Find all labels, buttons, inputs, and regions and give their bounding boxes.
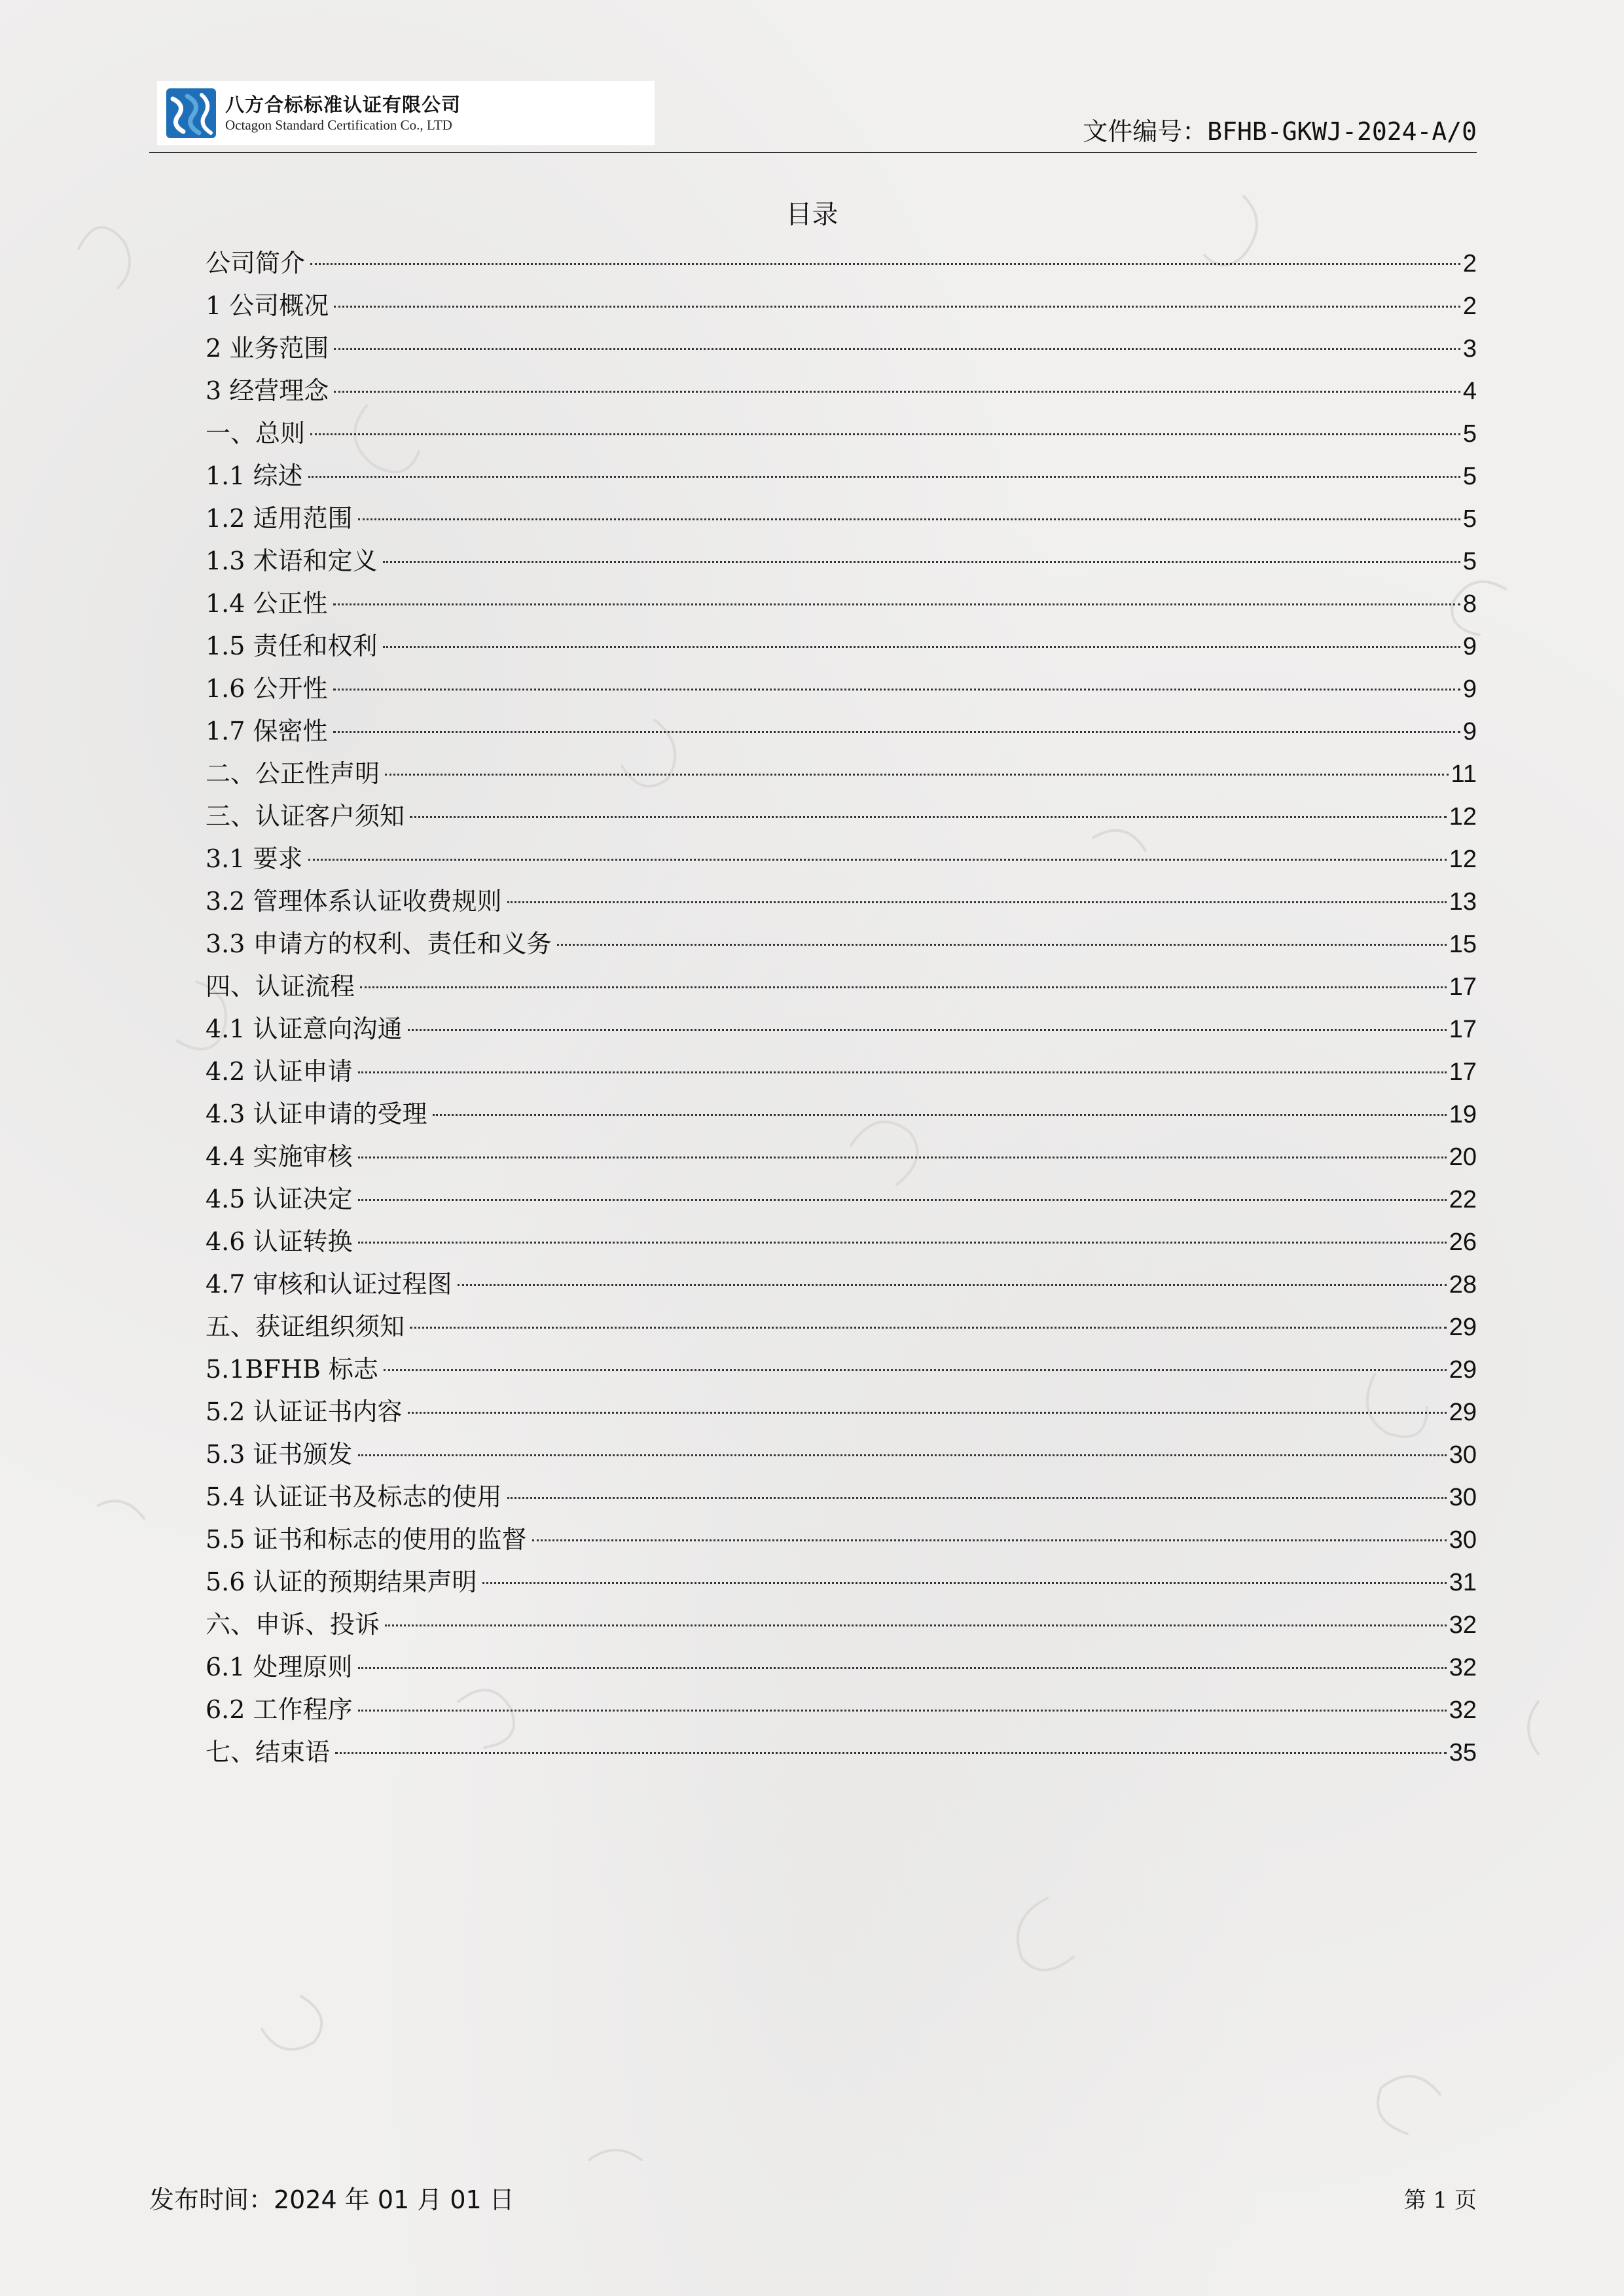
toc-entry-label: 1.5 责任和权利 — [206, 632, 378, 660]
toc-entry[interactable] — [206, 455, 1477, 497]
toc-entry-page: 31 — [1449, 1569, 1477, 1596]
toc-entry-label: 三、认证客户须知 — [206, 802, 405, 831]
toc-entry[interactable] — [206, 1731, 1477, 1774]
toc-dot-leader — [383, 561, 1460, 563]
toc-entry[interactable] — [206, 285, 1477, 327]
toc-entry-label: 6.1 处理原则 — [206, 1653, 353, 1681]
toc-dot-leader — [335, 1752, 1447, 1754]
toc-entry[interactable] — [206, 795, 1477, 838]
toc-entry-label: 4.6 认证转换 — [206, 1227, 353, 1256]
toc-dot-leader — [408, 1412, 1447, 1414]
toc-entry-label: 5.1BFHB 标志 — [206, 1355, 378, 1384]
toc-dot-leader — [358, 1199, 1447, 1201]
toc-entry[interactable] — [206, 412, 1477, 455]
toc-dot-leader — [358, 1667, 1447, 1669]
toc-entry-label: 1.2 适用范围 — [206, 504, 353, 533]
toc-entry[interactable] — [206, 1348, 1477, 1391]
toc-dot-leader — [333, 603, 1460, 605]
toc-entry[interactable] — [206, 327, 1477, 370]
toc-dot-leader — [383, 646, 1460, 648]
toc-entry-label: 5.5 证书和标志的使用的监督 — [206, 1525, 527, 1554]
toc-dot-leader — [358, 1710, 1447, 1712]
toc-entry-page: 5 — [1462, 463, 1477, 490]
toc-entry[interactable] — [206, 583, 1477, 625]
toc-entry-page: 8 — [1462, 590, 1477, 618]
toc-entry-page: 29 — [1449, 1356, 1477, 1384]
toc-entry[interactable] — [206, 1689, 1477, 1731]
toc-entry-label: 1.3 术语和定义 — [206, 547, 378, 575]
toc-entry-page: 17 — [1449, 1016, 1477, 1043]
toc-entry-page: 5 — [1462, 420, 1477, 448]
toc-entry-page: 11 — [1451, 761, 1477, 788]
toc-entry[interactable] — [206, 1604, 1477, 1646]
toc-dot-leader — [358, 518, 1460, 520]
toc-entry-page: 26 — [1449, 1229, 1477, 1256]
toc-entry[interactable] — [206, 1050, 1477, 1093]
toc-dot-leader — [385, 774, 1449, 776]
toc-dot-leader — [334, 391, 1460, 393]
toc-dot-leader — [358, 1157, 1447, 1158]
toc-entry-page: 15 — [1449, 931, 1477, 958]
toc-entry-page: 12 — [1449, 803, 1477, 831]
toc-entry-label: 3.3 申请方的权利、责任和义务 — [206, 929, 552, 958]
toc-entry-label: 4.2 认证申请 — [206, 1057, 353, 1086]
toc-entry-page: 29 — [1449, 1314, 1477, 1341]
toc-entry-label: 4.4 实施审核 — [206, 1142, 353, 1171]
toc-entry-page: 28 — [1449, 1271, 1477, 1299]
toc-entry-label: 七、结束语 — [206, 1738, 331, 1767]
toc-dot-leader — [507, 1497, 1447, 1499]
toc-entry-page: 9 — [1462, 633, 1477, 660]
toc-entry-label: 二、公正性声明 — [206, 759, 380, 788]
toc-entry-page: 13 — [1449, 888, 1477, 916]
toc-entry[interactable] — [206, 753, 1477, 795]
toc-entry-page: 32 — [1449, 1654, 1477, 1681]
toc-entry[interactable] — [206, 965, 1477, 1008]
toc-entry-page: 32 — [1449, 1611, 1477, 1639]
table-of-contents — [206, 242, 1477, 1774]
toc-entry-label: 5.3 证书颁发 — [206, 1440, 353, 1469]
toc-dot-leader — [482, 1582, 1447, 1584]
toc-entry[interactable] — [206, 370, 1477, 412]
toc-entry-page: 32 — [1449, 1696, 1477, 1724]
toc-dot-leader — [433, 1114, 1447, 1116]
toc-entry-label: 3.1 要求 — [206, 844, 303, 873]
toc-entry-label: 5.4 认证证书及标志的使用 — [206, 1482, 502, 1511]
toc-dot-leader — [360, 986, 1447, 988]
toc-title: 目录 — [785, 200, 839, 230]
toc-entry-label: 1.1 综述 — [206, 461, 303, 490]
toc-dot-leader — [358, 1242, 1447, 1244]
release-date: 发布时间：2024 年 01 月 01 日 — [149, 2185, 514, 2214]
toc-entry-page: 3 — [1462, 335, 1477, 363]
toc-entry-page: 9 — [1462, 718, 1477, 745]
toc-entry[interactable] — [206, 838, 1477, 880]
toc-entry-page: 4 — [1462, 378, 1477, 405]
toc-entry[interactable] — [206, 880, 1477, 923]
toc-entry-page: 30 — [1449, 1441, 1477, 1469]
toc-dot-leader — [308, 859, 1447, 861]
toc-entry-page: 20 — [1449, 1143, 1477, 1171]
toc-dot-leader — [410, 816, 1447, 818]
toc-dot-leader — [358, 1454, 1447, 1456]
toc-entry-label: 3 经营理念 — [206, 376, 329, 405]
toc-entry-label: 四、认证流程 — [206, 972, 355, 1001]
toc-entry-label: 六、申诉、投诉 — [206, 1610, 380, 1639]
toc-entry-page: 9 — [1462, 675, 1477, 703]
toc-entry[interactable] — [206, 540, 1477, 583]
toc-entry[interactable] — [206, 497, 1477, 540]
toc-entry-page: 5 — [1462, 505, 1477, 533]
toc-dot-leader — [410, 1327, 1447, 1329]
toc-dot-leader — [333, 731, 1460, 733]
toc-entry[interactable] — [206, 668, 1477, 710]
document-number: 文件编号：BFHB-GKWJ-2024-A/0 — [1083, 117, 1477, 146]
toc-entry[interactable] — [206, 625, 1477, 668]
toc-dot-leader — [308, 476, 1460, 478]
toc-entry[interactable] — [206, 1433, 1477, 1476]
toc-entry-label: 1.6 公开性 — [206, 674, 328, 703]
toc-entry-page: 22 — [1449, 1186, 1477, 1213]
toc-entry-label: 公司简介 — [206, 249, 306, 278]
toc-entry[interactable] — [206, 1178, 1477, 1221]
toc-entry-label: 4.1 认证意向沟通 — [206, 1014, 403, 1043]
toc-dot-leader — [310, 433, 1460, 435]
toc-dot-leader — [334, 348, 1460, 350]
company-name-en: Octagon Standard Certification Co., LTD — [225, 117, 452, 133]
toc-dot-leader — [507, 901, 1447, 903]
toc-entry-label: 2 业务范围 — [206, 334, 329, 363]
toc-entry-page: 29 — [1449, 1399, 1477, 1426]
toc-entry-page: 30 — [1449, 1484, 1477, 1511]
toc-entry[interactable] — [206, 1561, 1477, 1604]
toc-entry-label: 五、获证组织须知 — [206, 1312, 405, 1341]
toc-entry[interactable] — [206, 1136, 1477, 1178]
toc-entry-page: 17 — [1449, 973, 1477, 1001]
toc-dot-leader — [557, 944, 1447, 946]
toc-entry-label: 4.5 认证决定 — [206, 1185, 353, 1213]
toc-entry[interactable] — [206, 1263, 1477, 1306]
toc-dot-leader — [384, 1369, 1447, 1371]
toc-entry-label: 1.7 保密性 — [206, 717, 328, 745]
toc-entry-label: 3.2 管理体系认证收费规则 — [206, 887, 502, 916]
page-number: 第 1 页 — [1403, 2187, 1477, 2214]
toc-dot-leader — [385, 1624, 1447, 1626]
page-header — [149, 79, 1477, 152]
toc-dot-leader — [333, 689, 1460, 691]
toc-entry-page: 35 — [1449, 1739, 1477, 1767]
toc-entry[interactable] — [206, 1518, 1477, 1561]
toc-entry-page: 12 — [1449, 846, 1477, 873]
toc-entry[interactable] — [206, 1306, 1477, 1348]
company-logo-icon — [164, 86, 219, 141]
toc-dot-leader — [334, 306, 1460, 308]
toc-entry[interactable] — [206, 1221, 1477, 1263]
toc-entry[interactable] — [206, 1391, 1477, 1433]
toc-entry[interactable] — [206, 1093, 1477, 1136]
toc-entry[interactable] — [206, 1008, 1477, 1050]
company-logo — [157, 81, 655, 145]
toc-entry-label: 5.2 认证证书内容 — [206, 1397, 403, 1426]
toc-entry[interactable] — [206, 242, 1477, 285]
company-name-cn: 八方合标标准认证有限公司 — [225, 94, 461, 116]
toc-entry-page: 30 — [1449, 1526, 1477, 1554]
toc-entry-label: 1.4 公正性 — [206, 589, 328, 618]
header-divider — [149, 152, 1477, 153]
toc-entry-label: 5.6 认证的预期结果声明 — [206, 1568, 477, 1596]
toc-entry-page: 5 — [1462, 548, 1477, 575]
toc-entry-label: 1 公司概况 — [206, 291, 329, 320]
toc-entry[interactable] — [206, 1646, 1477, 1689]
toc-dot-leader — [458, 1284, 1447, 1286]
toc-entry-page: 17 — [1449, 1058, 1477, 1086]
toc-entry-label: 4.3 认证申请的受理 — [206, 1100, 427, 1128]
toc-entry[interactable] — [206, 1476, 1477, 1518]
toc-dot-leader — [408, 1029, 1447, 1031]
toc-entry[interactable] — [206, 923, 1477, 965]
toc-dot-leader — [310, 263, 1460, 265]
toc-entry-page: 2 — [1462, 250, 1477, 278]
toc-entry-label: 6.2 工作程序 — [206, 1695, 353, 1724]
toc-entry-page: 2 — [1462, 293, 1477, 320]
toc-entry-page: 19 — [1449, 1101, 1477, 1128]
toc-entry-label: 一、总则 — [206, 419, 306, 448]
toc-entry-label: 4.7 审核和认证过程图 — [206, 1270, 452, 1299]
toc-dot-leader — [358, 1071, 1447, 1073]
toc-entry[interactable] — [206, 710, 1477, 753]
toc-dot-leader — [532, 1539, 1447, 1541]
